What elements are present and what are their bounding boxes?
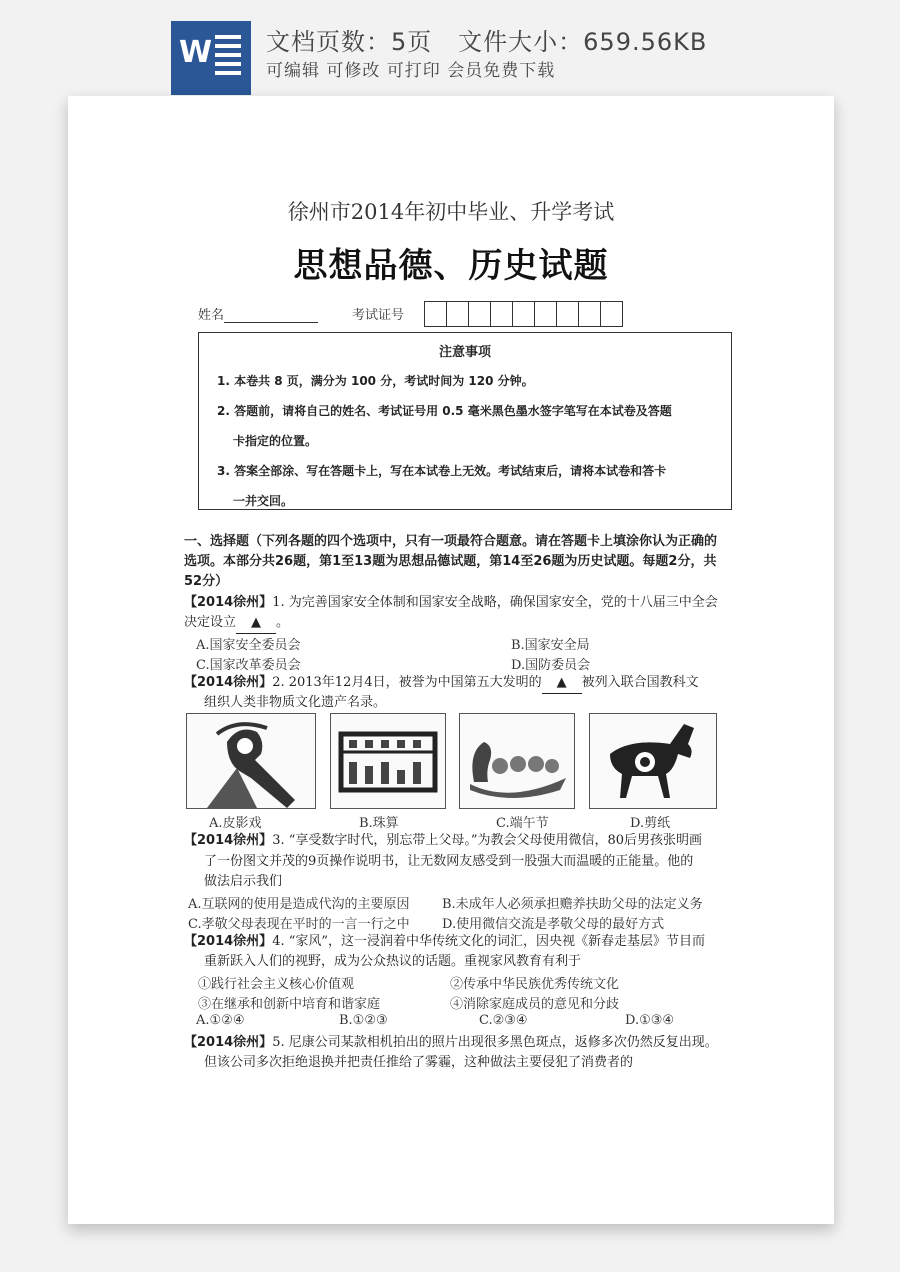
option-a: A.①②④ (196, 1013, 245, 1028)
option-b: B.国家安全局 (511, 638, 590, 653)
question-2-line2: 组织人类非物质文化遗产名录。 (204, 695, 387, 710)
option-b: B.①②③ (339, 1013, 388, 1028)
option-b: B.未成年人必须承担赡养扶助父母的法定义务 (442, 897, 703, 912)
shadow-puppet-image (186, 713, 316, 809)
question-1: 【2014徐州】1. 为完善国家安全体制和国家安全战略，确保国家安全，党的十八届三中全会 (184, 595, 718, 610)
notice-item: 卡指定的位置。 (233, 434, 318, 448)
name-field: 姓名 (198, 304, 318, 323)
exam-subtitle: 徐州市2014年初中毕业、升学考试 (287, 200, 615, 224)
question-2: 【2014徐州】2. 2013年12月4日，被誉为中国第五大发明的 ▲ 被列入联合国教科文 (184, 673, 699, 694)
question-5-line2: 但该公司多次拒绝退换并把责任推给了雾霾，这种做法主要侵犯了消费者的 (204, 1055, 634, 1070)
option-c: C.国家改革委员会 (196, 658, 301, 673)
image-caption-c: C.端午节 (496, 816, 549, 831)
notice-box (198, 332, 732, 510)
question-5: 【2014徐州】5. 尼康公司某款相机拍出的照片出现很多黑色斑点，返修多次仍然反复出现。 (184, 1035, 718, 1050)
image-caption-a: A.皮影戏 (209, 816, 262, 831)
notice-item: 1. 本卷共 8 页，满分为 100 分，考试时间为 120 分钟。 (217, 374, 534, 388)
statement-4: ④消除家庭成员的意见和分歧 (450, 997, 620, 1012)
abacus-image (330, 713, 446, 809)
file-features: 可编辑 可修改 可打印 会员免费下载 (266, 61, 556, 81)
option-d: D.国防委员会 (511, 658, 591, 673)
option-c: C.②③④ (479, 1013, 528, 1028)
question-4: 【2014徐州】4. “家风”，这一浸润着中华传统文化的词汇，因央视《新春走基层》节目而 (184, 934, 706, 949)
word-document-icon: W (171, 21, 251, 95)
image-caption-d: D.剪纸 (630, 816, 671, 831)
statement-1: ①践行社会主义核心价值观 (198, 977, 355, 992)
notice-item: 3. 答案全部涂、写在答题卡上，写在本试卷上无效。考试结束后，请将本试卷和答卡 (217, 464, 667, 478)
notice-item: 一并交回。 (233, 494, 294, 508)
statement-3: ③在继承和创新中培育和谐家庭 (198, 997, 381, 1012)
image-caption-b: B.珠算 (359, 816, 399, 831)
question-3-line2: 了一份图文并茂的9页操作说明书，让无数网友感受到一股强大而温暖的正能量。他的 (204, 854, 694, 869)
paper-cut-horse-image (589, 713, 717, 809)
section-heading: 一、选择题（下列各题的四个选项中，只有一项最符合题意。请在答题卡上填涂你认为正确的选项。本部分共26题，第1至13题为思想品德试题，第14至26题为历史试题。每题2分，共52分） (184, 534, 718, 589)
id-number-boxes (424, 301, 623, 327)
question-4-line2: 重新跃入人们的视野，成为公众热议的话题。重视家风教育有利于 (204, 954, 582, 969)
option-a: A.互联网的使用是造成代沟的主要原因 (188, 897, 410, 912)
id-label: 考试证号 (352, 308, 405, 323)
question-3-line3: 做法启示我们 (204, 874, 283, 889)
exam-page (68, 96, 834, 1224)
question-1-line2: 决定设立 ▲ 。 (184, 613, 289, 634)
statement-2: ②传承中华民族优秀传统文化 (450, 977, 620, 992)
option-d: D.①③④ (625, 1013, 675, 1028)
notice-item: 2. 答题前，请将自己的姓名、考试证号用 0.5 毫米黑色墨水签字笔写在本试卷及答题 (217, 404, 672, 418)
notice-title: 注意事项 (438, 345, 491, 360)
download-header (0, 0, 900, 96)
exam-title: 思想品德、历史试题 (293, 246, 609, 286)
file-info: 文档页数：5页 文件大小：659.56KB (266, 28, 708, 56)
option-d: D.使用微信交流是孝敬父母的最好方式 (442, 917, 665, 932)
question-3: 【2014徐州】3. “享受数字时代，别忘带上父母。”为教会父母使用微信，80后男孩张明画 (184, 833, 703, 848)
option-a: A.国家安全委员会 (196, 638, 301, 653)
option-c: C.孝敬父母表现在平时的一言一行之中 (188, 917, 410, 932)
dragon-boat-image (459, 713, 575, 809)
